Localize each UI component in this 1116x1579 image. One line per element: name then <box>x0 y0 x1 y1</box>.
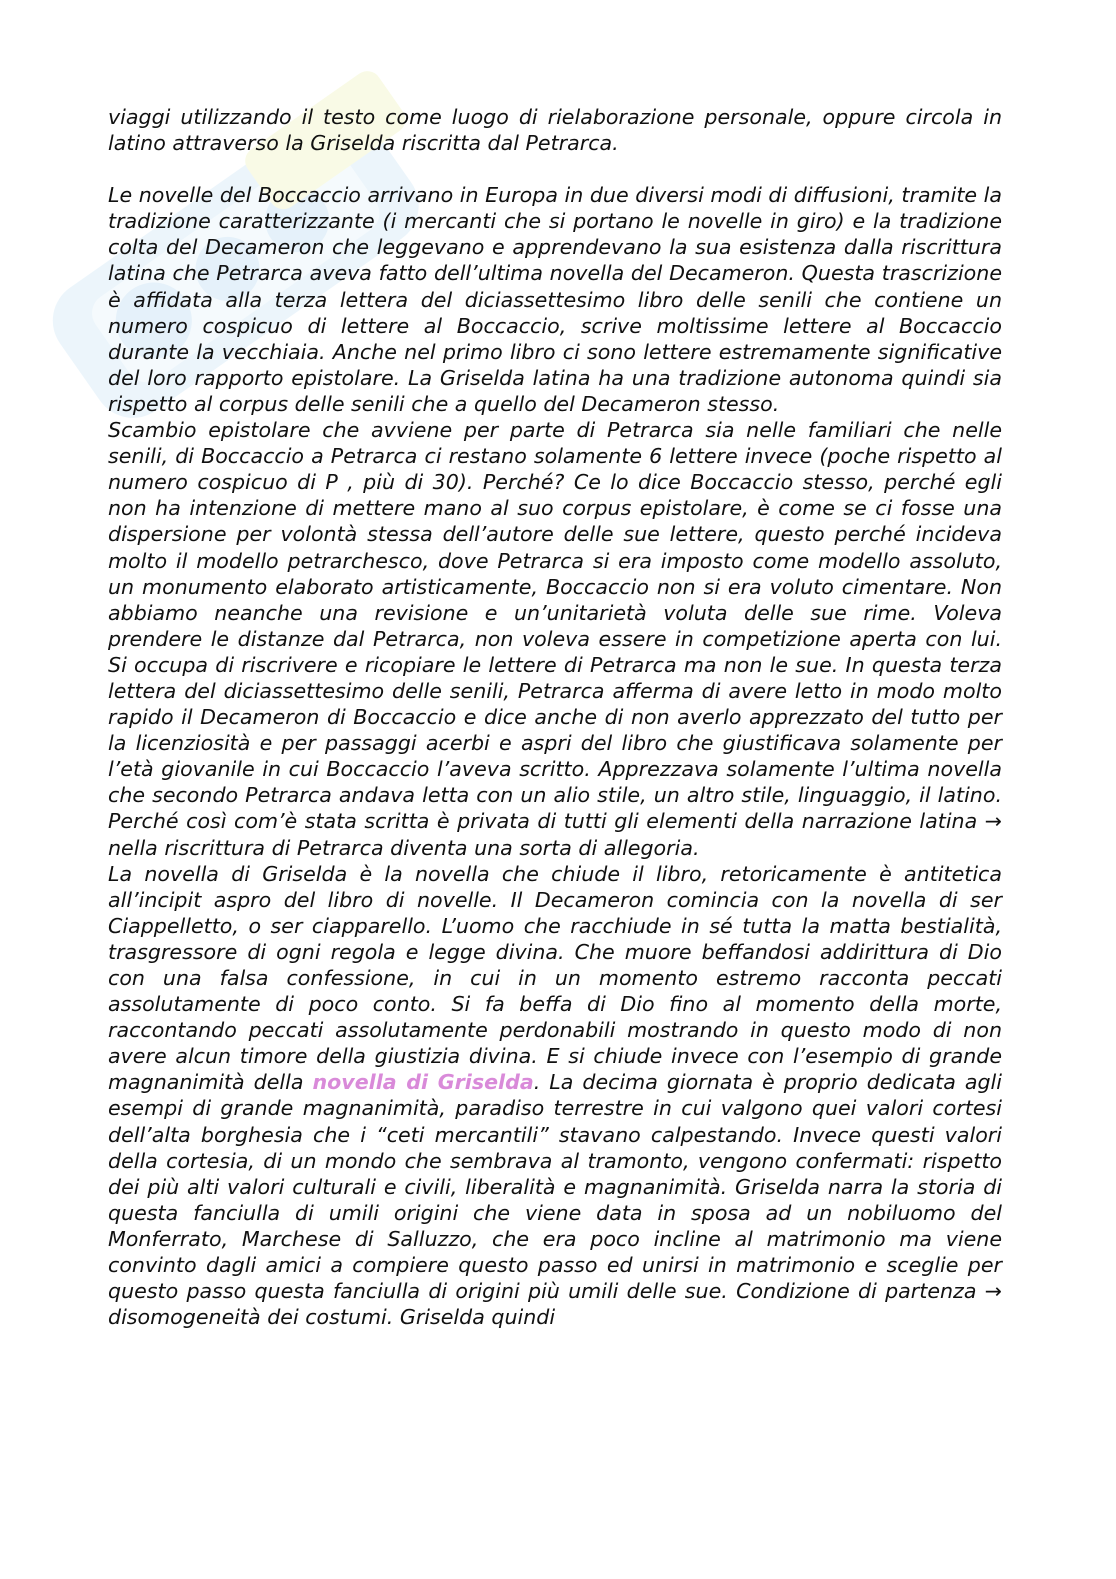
paragraph: viaggi utilizzando il testo come luogo di rielaborazione personale, oppure circola in latino attraverso la Griselda riscritta dal Petrarca. <box>108 105 1002 156</box>
document-body <box>108 104 1002 1330</box>
paragraph: Scambio epistolare che avviene per parte di Petrarca sia nelle familiari che nelle senili, di Boccaccio a Petrarca ci restano solamente 6 lettere invece (poche rispetto al numero cospicuo di P , più di 30). Perché? Ce lo dice Boccaccio stesso, perché egli non ha intenzione di mettere mano al suo corpus epistolare, è come se ci fosse una dispersione per volontà stessa dell’autore delle sue lettere, questo perché incideva molto il modello petrarchesco, dove Petrarca si era imposto come modello assoluto, un monumento elaborato artisticamente, Boccaccio non si era voluto cimentare. Non abbiamo neanche una revisione e un’unitarietà voluta delle sue rime. Voleva prendere le distanze dal Petrarca, non voleva essere in competizione aperta con lui. Si occupa di riscrivere e ricopiare le lettere di Petrarca ma non le sue. In questa terza lettera del diciassettesimo delle senili, Petrarca afferma di avere letto in modo molto rapido il Decameron di Boccaccio e dice anche di non averlo apprezzato del tutto per la licenziosità e per passaggi acerbi e aspri del libro che giustificava solamente per l’età giovanile in cui Boccaccio l’aveva scritto. Apprezzava solamente l’ultima novella che secondo Petrarca andava letta con un alio stile, un altro stile, linguaggio, il latino. Perché così com’è stata scritta è privata di tutti gli elementi della narrazione latina → nella riscrittura di Petrarca diventa una sorta di allegoria. <box>108 418 1002 860</box>
paragraph-text: . La decima giornata è proprio dedicata agli esempi di grande magnanimità, paradiso terrestre in cui valgono quei valori cortesi dell’alta borghesia che i “ceti mercantili” stavano calpestando. Invece questi valori della cortesia, di un mondo che sembrava al tramonto, vengono confermati: rispetto dei più alti valori culturali e civili, liberalità e magnanimità. Griselda narra la storia di questa fanciulla di umili origini che viene data in sposa ad un nobiluomo del Monferrato, Marchese di Salluzzo, che era poco incline al matrimonio ma viene convinto dagli amici a compiere questo passo ed unirsi in matrimonio e sceglie per questo passo questa fanciulla di origini più umili delle sue. Condizione di partenza → disomogeneità dei costumi. Griselda quindi <box>108 1070 1002 1330</box>
paragraph: Le novelle del Boccaccio arrivano in Europa in due diversi modi di diffusioni, tramite la tradizione caratterizzante (i mercanti che si portano le novelle in giro) e la tradizione colta del Decameron che leggevano e apprendevano la sua esistenza dalla riscrittura latina che Petrarca aveva fatto dell’ultima novella del Decameron. Questa trascrizione è affidata alla terza lettera del diciassettesimo libro delle senili che contiene un numero cospicuo di lettere al Boccaccio, scrive moltissime lettere al Boccaccio durante la vecchiaia. Anche nel primo libro ci sono lettere estremamente significative del loro rapporto epistolare. La Griselda latina ha una tradizione autonoma quindi sia rispetto al corpus delle senili che a quello del Decameron stesso. <box>108 183 1002 416</box>
paragraph <box>108 861 1002 1331</box>
highlighted-phrase: novella di Griselda <box>312 1070 534 1095</box>
paragraph-text: La novella di Griselda è la novella che chiude il libro, retoricamente è antitetica all’incipit aspro del libro di novelle. Il Decameron comincia con la novella di ser Ciappelletto, o ser ciapparello. L’uomo che racchiude in sé tutta la matta bestialità, trasgressore di ogni regola e legge divina. Che muore beffandosi addirittura di Dio con una falsa confessione, in cui in un momento estremo racconta peccati assolutamente di poco conto. Si fa beffa di Dio fino al momento della morte, raccontando peccati assolutamente perdonabili mostrando in questo modo di non avere alcun timore della giustizia divina. E si chiude invece con l’esempio di grande magnanimità della <box>108 861 1002 1095</box>
